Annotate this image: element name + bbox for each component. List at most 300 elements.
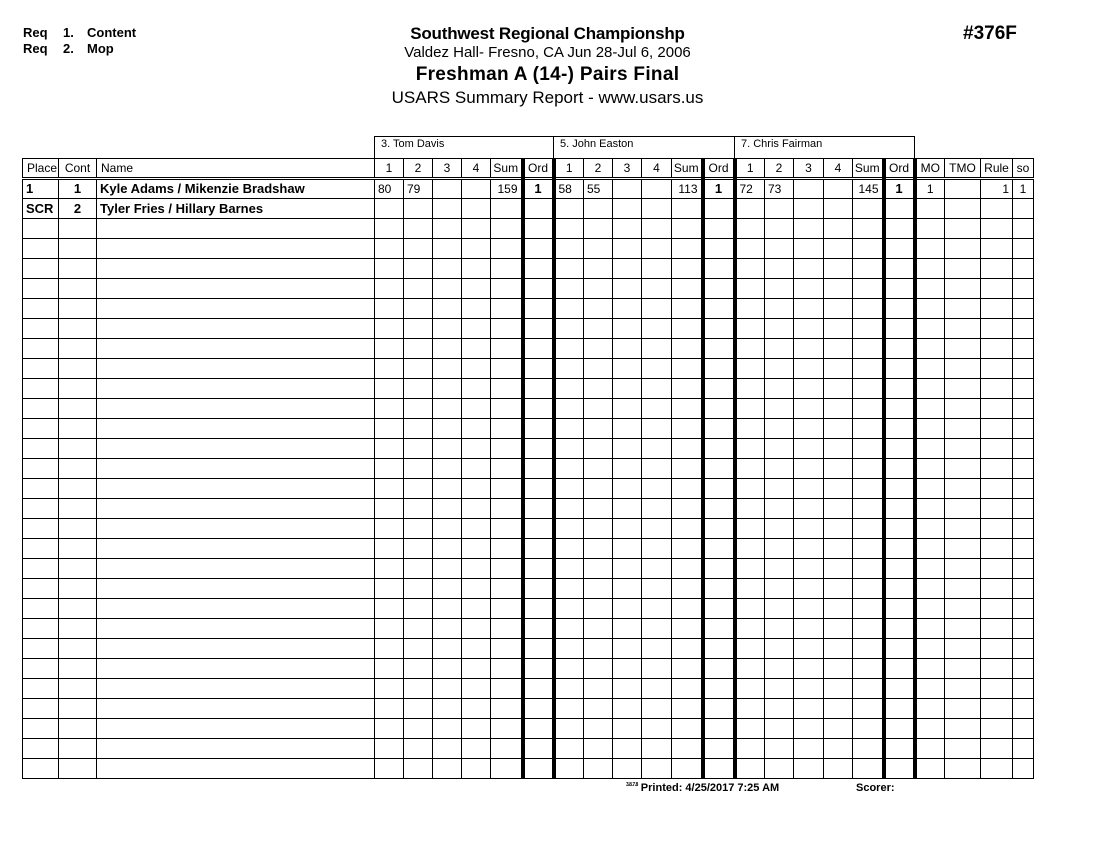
- empty-cell: [981, 439, 1013, 459]
- empty-cell: [433, 219, 462, 239]
- empty-cell: [981, 539, 1013, 559]
- j1-s4: [462, 199, 491, 219]
- empty-cell: [915, 279, 945, 299]
- empty-cell: [884, 759, 915, 779]
- empty-cell: [642, 679, 672, 699]
- empty-cell: [853, 219, 884, 239]
- empty-cell: [584, 619, 613, 639]
- empty-cell: [97, 679, 375, 699]
- empty-cell: [735, 619, 765, 639]
- empty-cell: [945, 679, 981, 699]
- empty-cell: [765, 539, 794, 559]
- col-j1-s4: 4: [462, 159, 491, 179]
- empty-cell: [642, 299, 672, 319]
- empty-cell: [765, 439, 794, 459]
- empty-cell: [853, 379, 884, 399]
- empty-cell: [765, 659, 794, 679]
- empty-cell: [945, 639, 981, 659]
- empty-cell: [794, 759, 824, 779]
- empty-cell: [584, 679, 613, 699]
- empty-cell: [23, 319, 59, 339]
- empty-cell: [433, 539, 462, 559]
- empty-cell: [491, 259, 523, 279]
- empty-cell: [375, 259, 404, 279]
- empty-cell: [703, 559, 735, 579]
- empty-cell: [554, 319, 584, 339]
- empty-cell: [404, 419, 433, 439]
- empty-cell: [703, 579, 735, 599]
- empty-cell: [642, 359, 672, 379]
- empty-cell: [884, 479, 915, 499]
- empty-cell: [981, 599, 1013, 619]
- empty-cell: [884, 699, 915, 719]
- empty-cell: [433, 719, 462, 739]
- empty-cell: [404, 439, 433, 459]
- empty-cell: [375, 279, 404, 299]
- j2-s4: [642, 199, 672, 219]
- empty-cell: [672, 479, 703, 499]
- empty-cell: [1013, 219, 1034, 239]
- empty-cell: [765, 459, 794, 479]
- empty-cell: [554, 419, 584, 439]
- empty-cell: [404, 739, 433, 759]
- empty-cell: [554, 599, 584, 619]
- empty-cell: [523, 499, 554, 519]
- empty-cell: [97, 739, 375, 759]
- empty-cell: [554, 379, 584, 399]
- empty-cell: [59, 359, 97, 379]
- empty-cell: [491, 599, 523, 619]
- empty-cell: [703, 639, 735, 659]
- empty-cell: [491, 619, 523, 639]
- empty-cell: [97, 559, 375, 579]
- empty-cell: [884, 439, 915, 459]
- empty-cell: [981, 619, 1013, 639]
- empty-cell: [945, 579, 981, 599]
- empty-cell: [404, 699, 433, 719]
- empty-cell: [23, 699, 59, 719]
- empty-cell: [945, 279, 981, 299]
- empty-cell: [672, 359, 703, 379]
- col-rule: Rule: [981, 159, 1013, 179]
- empty-cell: [1013, 739, 1034, 759]
- empty-cell: [915, 219, 945, 239]
- empty-cell: [824, 639, 853, 659]
- empty-cell: [672, 459, 703, 479]
- empty-cell: [884, 599, 915, 619]
- empty-cell: [794, 679, 824, 699]
- empty-cell: [945, 499, 981, 519]
- col-j1-s2: 2: [404, 159, 433, 179]
- empty-cell: [672, 519, 703, 539]
- empty-cell: [672, 619, 703, 639]
- empty-cell: [824, 419, 853, 439]
- j2-s1: [554, 199, 584, 219]
- empty-cell: [23, 719, 59, 739]
- empty-cell: [735, 219, 765, 239]
- col-place: Place: [23, 159, 59, 179]
- empty-cell: [735, 359, 765, 379]
- empty-cell: [765, 479, 794, 499]
- empty-cell: [462, 239, 491, 259]
- empty-cell: [981, 639, 1013, 659]
- empty-cell: [642, 699, 672, 719]
- empty-cell: [703, 679, 735, 699]
- empty-cell: [915, 239, 945, 259]
- empty-cell: [884, 339, 915, 359]
- empty-cell: [915, 299, 945, 319]
- empty-cell: [642, 339, 672, 359]
- empty-cell: [554, 519, 584, 539]
- empty-cell: [59, 259, 97, 279]
- empty-cell: [491, 359, 523, 379]
- empty-cell: [433, 279, 462, 299]
- col-j1-s3: 3: [433, 159, 462, 179]
- empty-cell: [672, 419, 703, 439]
- report-subtitle: USARS Summary Report - www.usars.us: [391, 88, 704, 107]
- empty-cell: [97, 319, 375, 339]
- col-j1-s1: 1: [375, 159, 404, 179]
- empty-cell: [59, 279, 97, 299]
- empty-cell: [735, 479, 765, 499]
- empty-cell: [491, 699, 523, 719]
- empty-cell: [491, 239, 523, 259]
- empty-cell: [554, 479, 584, 499]
- empty-cell: [794, 239, 824, 259]
- empty-cell: [915, 439, 945, 459]
- empty-cell: [915, 459, 945, 479]
- empty-cell: [884, 639, 915, 659]
- empty-cell: [915, 379, 945, 399]
- empty-cell: [853, 279, 884, 299]
- empty-cell: [59, 699, 97, 719]
- empty-cell: [584, 219, 613, 239]
- empty-cell: [981, 419, 1013, 439]
- empty-cell: [523, 579, 554, 599]
- empty-cell: [97, 399, 375, 419]
- empty-cell: [884, 739, 915, 759]
- empty-cell: [1013, 759, 1034, 779]
- empty-cell: [375, 579, 404, 599]
- empty-cell: [824, 759, 853, 779]
- empty-cell: [433, 379, 462, 399]
- empty-cell: [613, 419, 642, 439]
- empty-cell: [404, 619, 433, 639]
- empty-cell: [1013, 419, 1034, 439]
- empty-cell: [703, 319, 735, 339]
- empty-cell: [491, 739, 523, 759]
- empty-cell: [945, 719, 981, 739]
- empty-cell: [97, 759, 375, 779]
- empty-cell: [491, 299, 523, 319]
- empty-cell: [404, 479, 433, 499]
- empty-cell: [642, 719, 672, 739]
- empty-cell: [824, 699, 853, 719]
- empty-cell: [523, 699, 554, 719]
- empty-cell: [491, 639, 523, 659]
- empty-cell: [584, 719, 613, 739]
- empty-cell: [945, 259, 981, 279]
- empty-cell: [1013, 399, 1034, 419]
- report-title-block: [350, 24, 745, 109]
- empty-cell: [765, 599, 794, 619]
- empty-cell: [672, 319, 703, 339]
- empty-cell: [1013, 479, 1034, 499]
- empty-cell: [642, 319, 672, 339]
- empty-cell: [59, 599, 97, 619]
- empty-cell: [1013, 359, 1034, 379]
- empty-cell: [642, 499, 672, 519]
- empty-cell: [824, 439, 853, 459]
- empty-cell: [584, 279, 613, 299]
- empty-cell: [884, 619, 915, 639]
- j3-s3: [794, 179, 824, 199]
- empty-cell: [584, 239, 613, 259]
- empty-cell: [613, 499, 642, 519]
- empty-cell: [462, 219, 491, 239]
- j3-ord: [884, 199, 915, 219]
- empty-cell: [853, 419, 884, 439]
- empty-cell: [672, 259, 703, 279]
- empty-cell: [703, 459, 735, 479]
- empty-cell: [735, 659, 765, 679]
- j2-s3: [613, 199, 642, 219]
- empty-cell: [642, 479, 672, 499]
- empty-cell: [672, 719, 703, 739]
- j1-sum: 159: [491, 179, 523, 199]
- cont-cell: 2: [59, 199, 97, 219]
- empty-cell: [915, 719, 945, 739]
- empty-cell: [404, 759, 433, 779]
- empty-cell: [735, 759, 765, 779]
- empty-cell: [703, 439, 735, 459]
- empty-cell: [672, 639, 703, 659]
- empty-table-row: [23, 599, 1034, 619]
- empty-cell: [613, 639, 642, 659]
- empty-cell: [824, 559, 853, 579]
- empty-cell: [884, 559, 915, 579]
- mo-cell: [915, 199, 945, 219]
- empty-cell: [97, 339, 375, 359]
- empty-cell: [523, 519, 554, 539]
- empty-cell: [554, 559, 584, 579]
- event-id: #376F: [963, 23, 1017, 44]
- empty-cell: [523, 659, 554, 679]
- empty-cell: [491, 479, 523, 499]
- empty-cell: [642, 559, 672, 579]
- rule-cell: [981, 199, 1013, 219]
- empty-cell: [584, 359, 613, 379]
- empty-cell: [613, 579, 642, 599]
- empty-cell: [23, 239, 59, 259]
- empty-cell: [981, 579, 1013, 599]
- judge-header-1: 3. Tom Davis: [374, 136, 554, 158]
- empty-cell: [584, 259, 613, 279]
- empty-cell: [97, 479, 375, 499]
- empty-cell: [523, 279, 554, 299]
- empty-cell: [554, 219, 584, 239]
- empty-table-row: [23, 399, 1034, 419]
- empty-cell: [613, 219, 642, 239]
- empty-cell: [672, 339, 703, 359]
- col-j2-s2: 2: [584, 159, 613, 179]
- empty-cell: [59, 719, 97, 739]
- empty-cell: [23, 679, 59, 699]
- j2-ord: [703, 199, 735, 219]
- empty-cell: [915, 659, 945, 679]
- empty-cell: [642, 239, 672, 259]
- empty-cell: [824, 479, 853, 499]
- empty-cell: [554, 539, 584, 559]
- empty-cell: [642, 599, 672, 619]
- empty-cell: [981, 739, 1013, 759]
- j1-s4: [462, 179, 491, 199]
- empty-cell: [853, 579, 884, 599]
- empty-cell: [1013, 699, 1034, 719]
- empty-cell: [981, 699, 1013, 719]
- empty-cell: [884, 299, 915, 319]
- empty-cell: [462, 419, 491, 439]
- empty-cell: [915, 339, 945, 359]
- empty-cell: [613, 539, 642, 559]
- empty-cell: [884, 419, 915, 439]
- empty-cell: [59, 679, 97, 699]
- empty-cell: [59, 759, 97, 779]
- tmo-cell: [945, 179, 981, 199]
- empty-cell: [824, 539, 853, 559]
- empty-cell: [375, 639, 404, 659]
- empty-cell: [523, 619, 554, 639]
- empty-cell: [824, 519, 853, 539]
- empty-cell: [375, 519, 404, 539]
- empty-cell: [375, 699, 404, 719]
- empty-cell: [824, 219, 853, 239]
- empty-cell: [375, 559, 404, 579]
- empty-cell: [794, 559, 824, 579]
- empty-cell: [672, 579, 703, 599]
- empty-cell: [794, 659, 824, 679]
- empty-cell: [462, 539, 491, 559]
- empty-cell: [703, 339, 735, 359]
- j3-sum: 145: [853, 179, 884, 199]
- empty-cell: [735, 319, 765, 339]
- empty-cell: [491, 659, 523, 679]
- empty-cell: [703, 719, 735, 739]
- empty-cell: [1013, 339, 1034, 359]
- empty-cell: [824, 279, 853, 299]
- empty-cell: [735, 679, 765, 699]
- empty-cell: [97, 259, 375, 279]
- empty-cell: [945, 659, 981, 679]
- empty-cell: [523, 679, 554, 699]
- table-row: [23, 199, 1034, 219]
- empty-cell: [853, 439, 884, 459]
- empty-cell: [703, 619, 735, 639]
- empty-cell: [433, 619, 462, 639]
- empty-cell: [375, 239, 404, 259]
- empty-cell: [584, 559, 613, 579]
- empty-cell: [794, 519, 824, 539]
- empty-cell: [824, 259, 853, 279]
- empty-cell: [765, 359, 794, 379]
- empty-cell: [404, 459, 433, 479]
- empty-cell: [59, 459, 97, 479]
- empty-cell: [794, 439, 824, 459]
- empty-cell: [642, 419, 672, 439]
- empty-cell: [59, 479, 97, 499]
- empty-cell: [735, 499, 765, 519]
- empty-cell: [433, 399, 462, 419]
- empty-cell: [97, 439, 375, 459]
- empty-cell: [404, 639, 433, 659]
- empty-cell: [1013, 619, 1034, 639]
- empty-cell: [523, 739, 554, 759]
- empty-cell: [915, 359, 945, 379]
- empty-cell: [853, 639, 884, 659]
- empty-cell: [491, 459, 523, 479]
- empty-cell: [703, 359, 735, 379]
- empty-cell: [981, 499, 1013, 519]
- empty-cell: [491, 579, 523, 599]
- empty-cell: [523, 639, 554, 659]
- empty-cell: [433, 579, 462, 599]
- empty-cell: [97, 599, 375, 619]
- empty-cell: [462, 719, 491, 739]
- j1-s3: [433, 199, 462, 219]
- empty-cell: [554, 619, 584, 639]
- j3-sum: [853, 199, 884, 219]
- empty-cell: [375, 739, 404, 759]
- empty-cell: [462, 379, 491, 399]
- empty-cell: [735, 559, 765, 579]
- empty-cell: [703, 659, 735, 679]
- empty-cell: [1013, 319, 1034, 339]
- empty-cell: [97, 299, 375, 319]
- empty-cell: [642, 379, 672, 399]
- j1-ord: 1: [523, 179, 554, 199]
- empty-cell: [433, 699, 462, 719]
- empty-cell: [915, 679, 945, 699]
- empty-cell: [375, 419, 404, 439]
- empty-cell: [23, 639, 59, 659]
- empty-cell: [642, 639, 672, 659]
- so-cell: 1: [1013, 179, 1034, 199]
- empty-cell: [523, 259, 554, 279]
- mo-cell: 1: [915, 179, 945, 199]
- empty-cell: [945, 359, 981, 379]
- empty-cell: [1013, 579, 1034, 599]
- empty-cell: [554, 299, 584, 319]
- empty-cell: [824, 339, 853, 359]
- col-j3-s4: 4: [824, 159, 853, 179]
- empty-cell: [584, 499, 613, 519]
- empty-cell: [523, 299, 554, 319]
- empty-cell: [765, 759, 794, 779]
- empty-cell: [642, 739, 672, 759]
- empty-cell: [523, 359, 554, 379]
- empty-cell: [523, 459, 554, 479]
- empty-cell: [584, 659, 613, 679]
- empty-cell: [853, 719, 884, 739]
- empty-cell: [1013, 379, 1034, 399]
- empty-cell: [853, 539, 884, 559]
- empty-cell: [375, 299, 404, 319]
- empty-cell: [523, 599, 554, 619]
- empty-cell: [59, 299, 97, 319]
- empty-cell: [945, 239, 981, 259]
- empty-cell: [375, 499, 404, 519]
- empty-cell: [1013, 679, 1034, 699]
